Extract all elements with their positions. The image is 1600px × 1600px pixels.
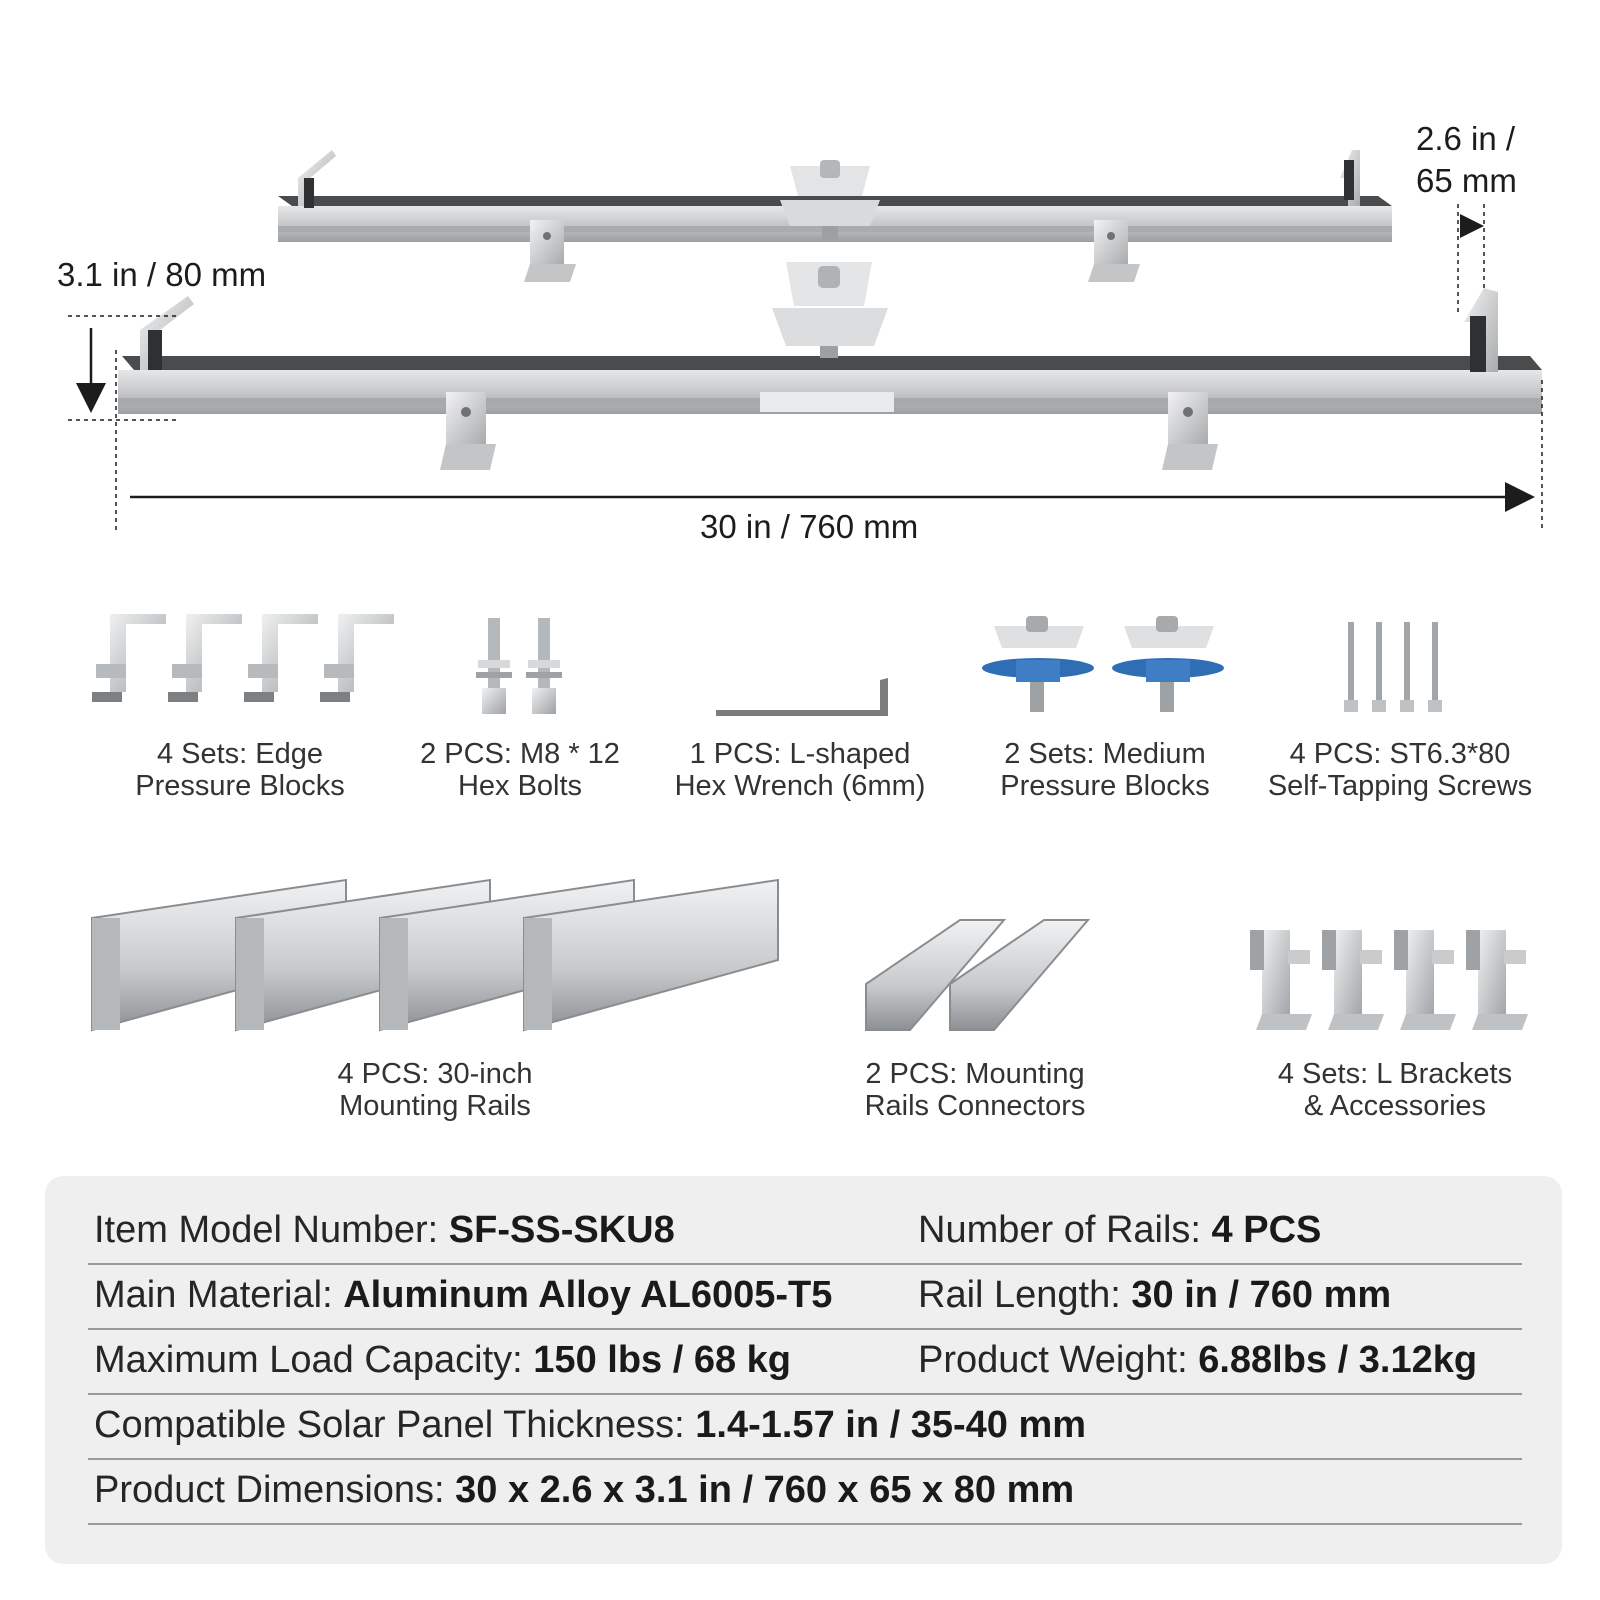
self-tapping-screws-image — [1344, 622, 1442, 712]
spec-row — [88, 1198, 1522, 1265]
depth-label-line2: 65 mm — [1416, 162, 1517, 199]
caption-medium-pressure-blocks — [980, 738, 1230, 802]
spec-row — [88, 1263, 1522, 1330]
spec-weight — [918, 1328, 1477, 1392]
spec-material — [94, 1263, 832, 1327]
spec-value: 30 in / 760 mm — [1131, 1274, 1392, 1316]
spec-value: SF-SS-SKU8 — [448, 1209, 675, 1251]
caption-l-brackets — [1250, 1058, 1540, 1122]
mounting-rails-image — [92, 880, 778, 1030]
spec-rails — [918, 1198, 1321, 1262]
spec-value: 6.88lbs / 3.12kg — [1198, 1339, 1478, 1381]
width-dimension-label: 30 in / 760 mm — [700, 508, 919, 545]
rail-connectors-image — [866, 920, 1088, 1030]
caption-mounting-rails — [310, 1058, 560, 1122]
edge-pressure-blocks-image — [92, 614, 394, 702]
caption-line: Mounting Rails — [339, 1090, 531, 1122]
caption-rail-connectors — [840, 1058, 1110, 1122]
caption-line: 4 Sets: L Brackets — [1277, 1058, 1513, 1090]
caption-line: 2 PCS: Mounting — [865, 1058, 1085, 1090]
caption-edge-pressure-blocks — [120, 738, 360, 802]
caption-hex-wrench — [660, 738, 940, 802]
medium-pressure-blocks-image — [982, 616, 1224, 712]
caption-self-tapping-screws — [1245, 738, 1555, 802]
spec-length — [918, 1263, 1391, 1327]
caption-line: Hex Wrench (6mm) — [674, 770, 926, 802]
spec-label: Product Weight: — [918, 1339, 1199, 1381]
spec-label: Product Dimensions: — [94, 1469, 456, 1511]
spec-label: Main Material: — [94, 1274, 344, 1316]
spec-value: 4 PCS — [1211, 1209, 1322, 1251]
spec-value: 30 x 2.6 x 3.1 in / 760 x 65 x 80 mm — [455, 1469, 1075, 1511]
caption-line: 2 PCS: M8 * 12 — [420, 738, 620, 770]
spec-dimensions — [94, 1458, 1074, 1522]
spec-row — [88, 1328, 1522, 1395]
caption-line: Rails Connectors — [864, 1090, 1086, 1122]
hex-wrench-image — [716, 678, 888, 716]
caption-line: 2 Sets: Medium — [1004, 738, 1206, 770]
caption-line: Pressure Blocks — [135, 770, 345, 802]
spec-row — [88, 1393, 1522, 1460]
height-dimension-label: 3.1 in / 80 mm — [57, 256, 267, 293]
spec-load — [94, 1328, 791, 1392]
caption-line: & Accessories — [1303, 1090, 1487, 1122]
caption-line: 4 PCS: ST6.3*80 — [1289, 738, 1511, 770]
spec-model — [94, 1198, 675, 1262]
hex-bolts-image — [476, 618, 562, 714]
spec-label: Number of Rails: — [918, 1209, 1212, 1251]
caption-line: Pressure Blocks — [1000, 770, 1210, 802]
spec-label: Rail Length: — [918, 1274, 1132, 1316]
caption-line: 4 Sets: Edge — [156, 738, 324, 770]
spec-value: Aluminum Alloy AL6005-T5 — [343, 1274, 833, 1316]
caption-line: 1 PCS: L-shaped — [689, 738, 911, 770]
spec-value: 1.4-1.57 in / 35-40 mm — [695, 1404, 1087, 1446]
spec-thickness — [94, 1393, 1086, 1457]
spec-value: 150 lbs / 68 kg — [533, 1339, 792, 1381]
caption-hex-bolts — [400, 738, 640, 802]
caption-line: Hex Bolts — [457, 770, 583, 802]
spec-row — [88, 1458, 1522, 1525]
spec-label: Maximum Load Capacity: — [94, 1339, 534, 1381]
spec-label: Compatible Solar Panel Thickness: — [94, 1404, 696, 1446]
spec-label: Item Model Number: — [94, 1209, 449, 1251]
caption-line: Self-Tapping Screws — [1267, 770, 1533, 802]
l-brackets-image — [1250, 930, 1528, 1030]
depth-label-line1: 2.6 in / — [1416, 120, 1516, 157]
caption-line: 4 PCS: 30-inch — [337, 1058, 533, 1090]
